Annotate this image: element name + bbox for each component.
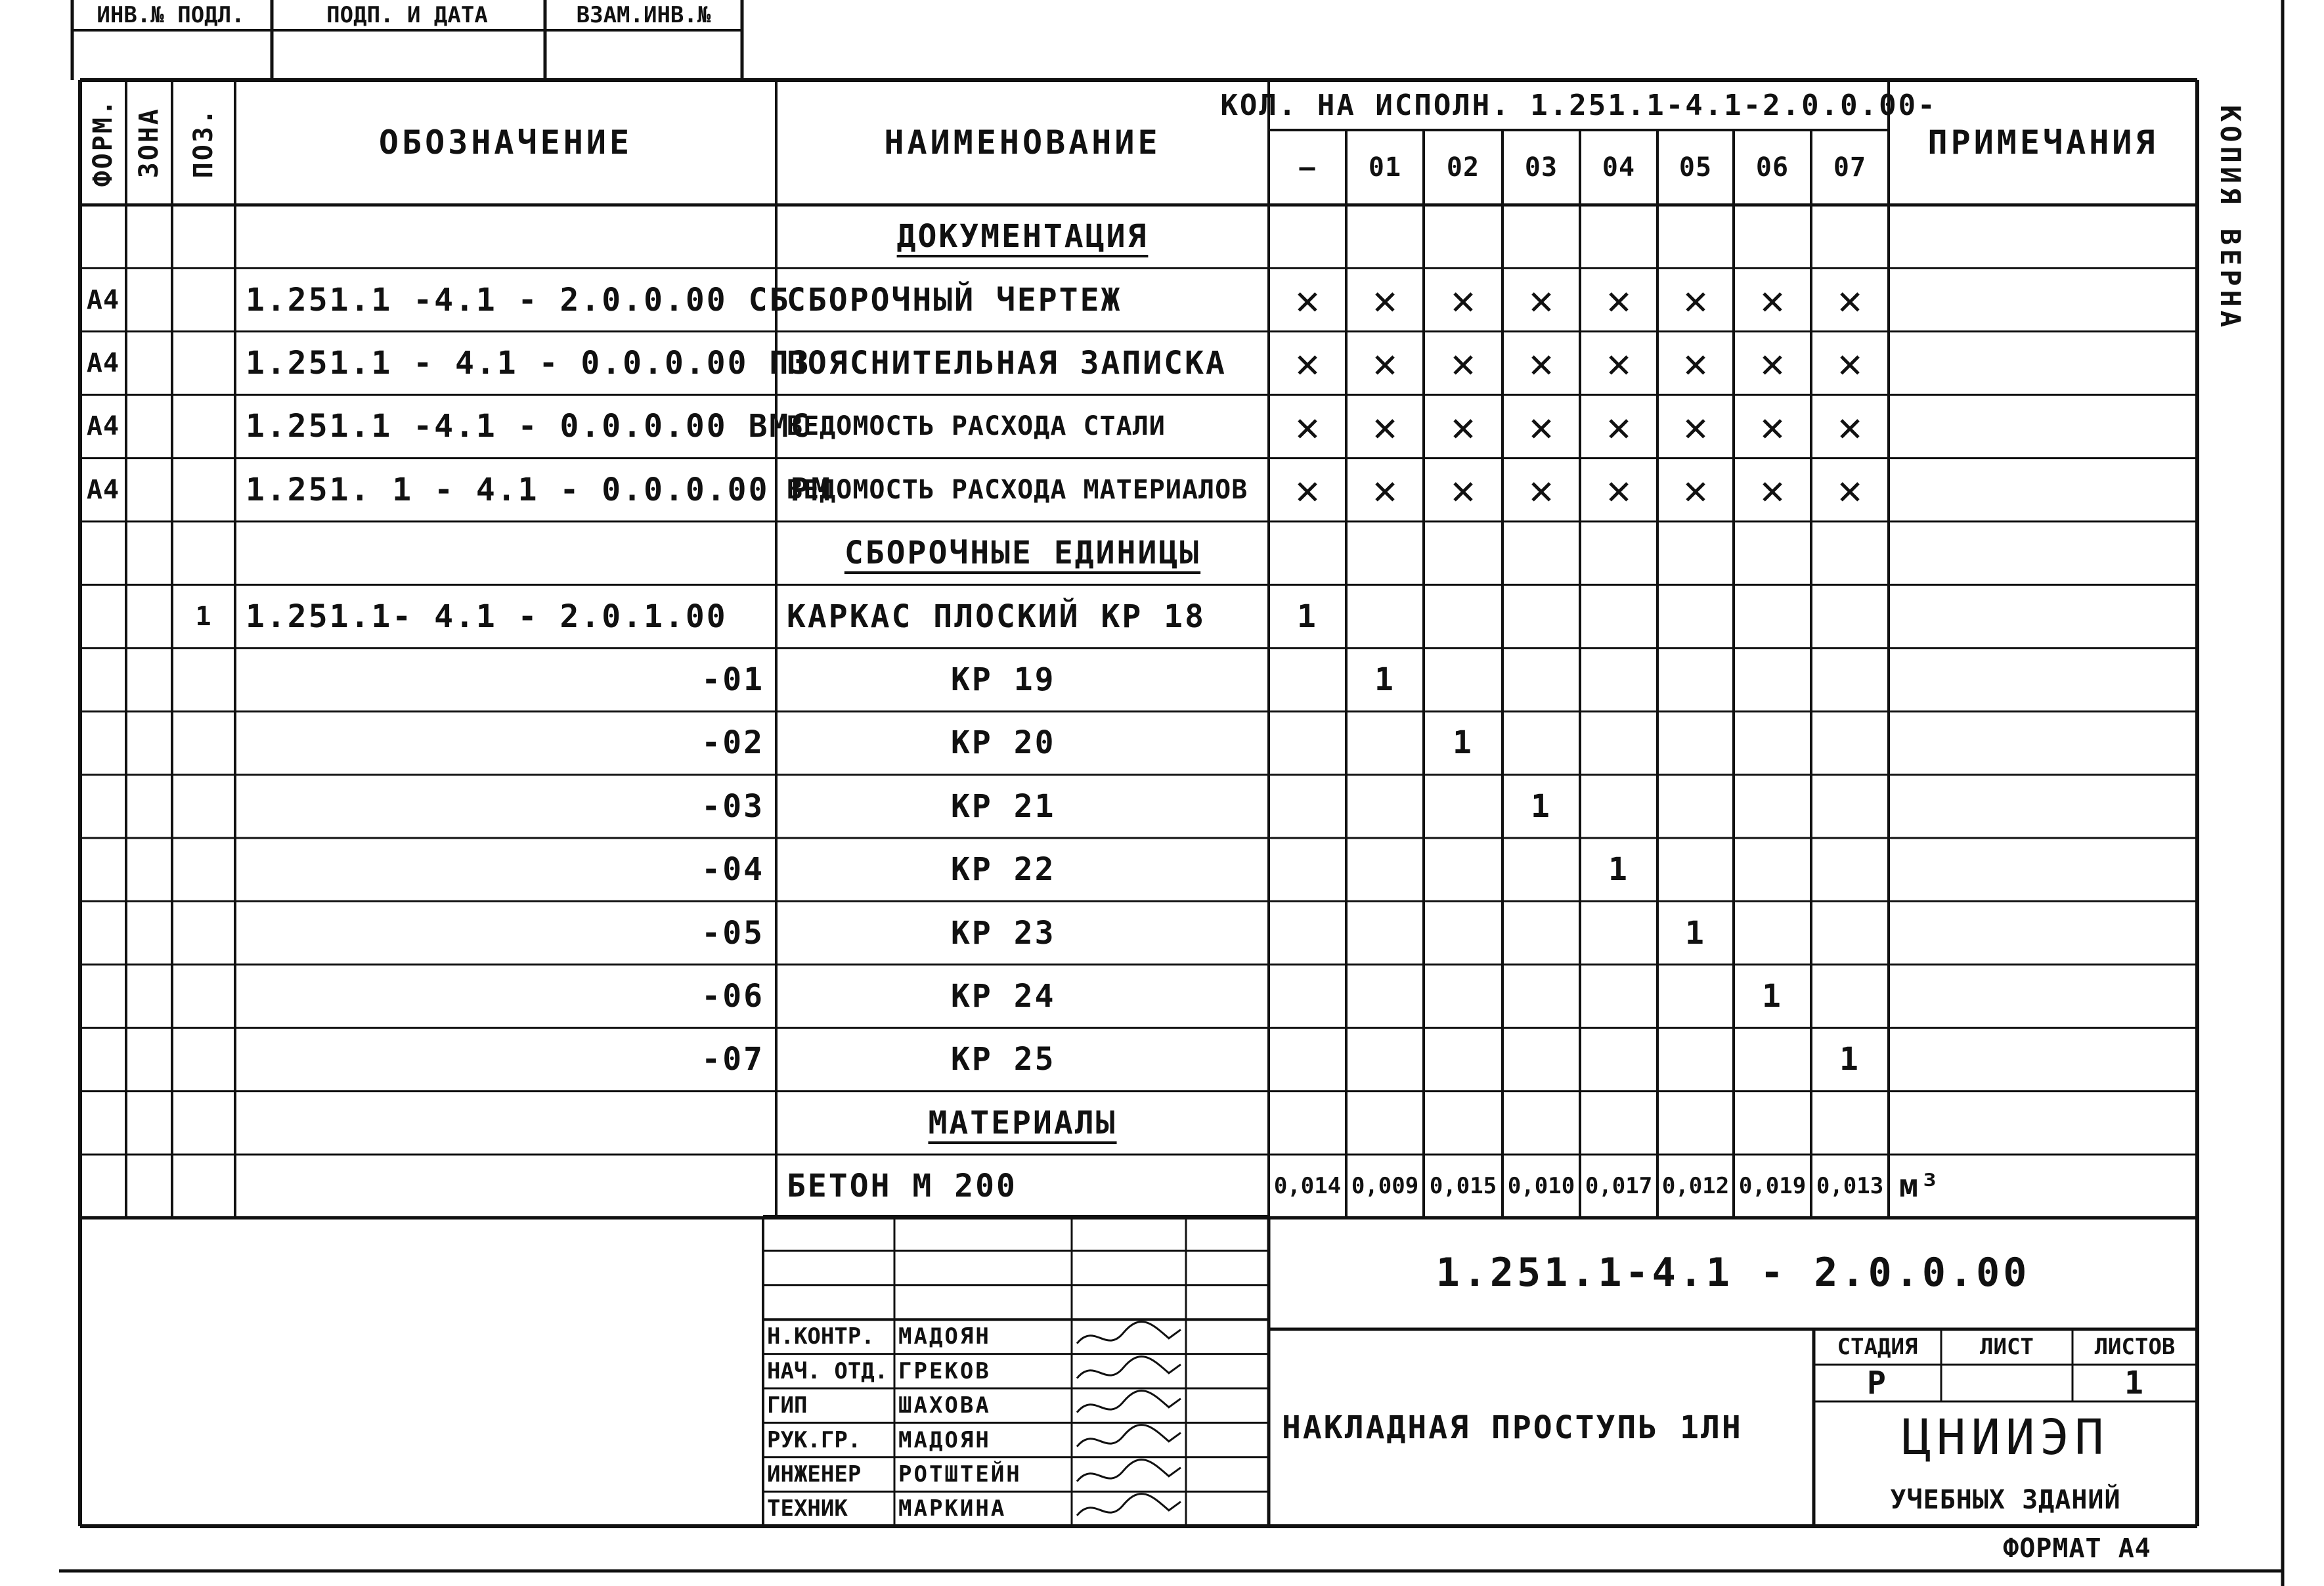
row-qty [1657,1091,1734,1155]
row-qty [1502,1091,1580,1155]
row-name: ВЕДОМОСТЬ РАСХОДА СТАЛИ [787,411,1166,442]
row-name: КР 21 [951,787,1056,825]
row-name: КР 25 [951,1041,1056,1078]
row-qty [1424,205,1502,268]
row-qty [1346,775,1424,838]
row-qty [1811,521,1889,584]
row-pos [172,648,235,711]
row-qty [1424,1091,1502,1155]
row-qty [1269,648,1346,711]
row-qty: 1 [1685,914,1706,952]
row-qty [1657,584,1734,648]
row-form: А4 [86,347,120,378]
row-note [1889,648,2197,711]
qty-col-header: 06 [1755,152,1789,183]
row-qty [1269,775,1346,838]
row-qty: ✕ [1451,466,1476,514]
row-qty [1346,584,1424,648]
row-pos [172,458,235,521]
row-note [1889,584,2197,648]
header-notes: ПРИМЕЧАНИЯ [1927,123,2159,162]
row-qty [1580,1091,1657,1155]
row-qty: ✕ [1606,276,1631,324]
header-designation: ОБОЗНАЧЕНИЕ [378,123,633,162]
row-note [1889,1028,2197,1091]
qty-col-header: 02 [1446,152,1480,183]
row-qty [1424,901,1502,964]
row-qty [1269,1028,1346,1091]
qty-col-header: — [1299,152,1316,183]
row-qty [1734,901,1811,964]
row-pos [172,775,235,838]
row-qty [1269,205,1346,268]
row-note [1889,711,2197,774]
stage-label: СТАДИЯ [1837,1334,1918,1360]
row-qty [1811,711,1889,774]
row-qty [1502,711,1580,774]
row-qty: ✕ [1606,466,1631,514]
row-form: А4 [86,474,120,505]
row-qty: ✕ [1606,402,1631,451]
sheet-label: ЛИСТ [1980,1334,2034,1360]
signature-scribble [1072,1422,1186,1457]
section-heading: ДОКУМЕНТАЦИЯ [896,218,1149,255]
row-qty [1811,901,1889,964]
signer-name: РОТШТЕЙН [898,1461,1022,1487]
row-qty: ✕ [1837,402,1862,451]
row-pos [172,1028,235,1091]
row-note [1889,521,2197,584]
row-qty: ✕ [1837,466,1862,514]
row-qty [1269,521,1346,584]
sheet-value [1941,1365,2072,1401]
row-pos [172,1155,235,1218]
row-name: ВЕДОМОСТЬ РАСХОДА МАТЕРИАЛОВ [787,474,1248,505]
header-qty-group: КОЛ. НА ИСПОЛН. 1.251.1-4.1-2.0.0.00- [1220,88,1937,122]
row-qty [1657,648,1734,711]
row-designation: 1.251.1 - 4.1 - 0.0.0.00 ПЗ [246,344,812,382]
row-designation [235,205,776,268]
row-qty [1346,711,1424,774]
row-qty [1502,901,1580,964]
row-qty: ✕ [1683,339,1708,387]
row-qty [1580,901,1657,964]
sheets-value: 1 [2124,1365,2145,1401]
row-designation: 1.251.1 -4.1 - 0.0.0.00 ВМС [246,408,812,445]
qty-col-header: 05 [1678,152,1713,183]
row-note [1889,332,2197,395]
row-qty [1657,711,1734,774]
row-name: КР 23 [951,914,1056,952]
row-qty [1502,521,1580,584]
row-qty [1346,901,1424,964]
row-pos: 1 [195,601,212,632]
row-form [80,901,126,964]
header-zone: ЗОНА [134,106,164,179]
signature-scribble [1072,1491,1186,1526]
row-note [1889,838,2197,901]
row-qty [1734,521,1811,584]
row-name: КР 24 [951,977,1056,1015]
signer-name: МАДОЯН [898,1426,991,1453]
row-name: ПОЯСНИТЕЛЬНАЯ ЗАПИСКА [787,344,1227,382]
row-qty [1346,838,1424,901]
row-note [1889,268,2197,331]
row-qty [1424,584,1502,648]
row-qty [1424,648,1502,711]
row-qty: 0,014 [1273,1173,1342,1200]
row-qty [1424,965,1502,1028]
row-qty: 1 [1453,724,1474,762]
row-qty [1580,775,1657,838]
row-qty: ✕ [1760,466,1785,514]
signer-role: РУК.ГР. [767,1426,862,1453]
row-qty: ✕ [1372,339,1397,387]
row-qty: ✕ [1837,339,1862,387]
row-qty: ✕ [1451,276,1476,324]
row-qty: 0,012 [1661,1173,1730,1200]
row-qty: ✕ [1295,339,1320,387]
row-designation: 1.251.1 -4.1 - 2.0.0.00 СБ [246,281,791,319]
row-qty: ✕ [1760,402,1785,451]
row-pos [172,901,235,964]
row-pos [172,521,235,584]
row-qty: ✕ [1529,276,1554,324]
stamp-replace-inv: ВЗАМ.ИНВ.№ [576,2,711,28]
qty-col-header: 01 [1368,152,1402,183]
row-name: БЕТОН М 200 [787,1168,1017,1205]
row-qty: ✕ [1837,276,1862,324]
header-pos: ПОЗ. [188,106,219,179]
row-qty [1269,711,1346,774]
row-form [80,775,126,838]
row-qty: 1 [1608,851,1629,889]
row-note: м³ [1899,1168,1941,1205]
qty-col-header: 04 [1602,152,1636,183]
format-label: ФОРМАТ А4 [2003,1533,2151,1564]
row-qty: ✕ [1529,402,1554,451]
section-heading: МАТЕРИАЛЫ [928,1104,1117,1141]
signer-name: МАДОЯН [898,1323,991,1350]
row-qty [1346,1091,1424,1155]
signature-scribble [1072,1319,1186,1354]
row-qty [1346,205,1424,268]
signer-role: ИНЖЕНЕР [767,1461,862,1487]
row-qty [1657,838,1734,901]
row-pos [172,205,235,268]
row-qty [1269,838,1346,901]
row-designation: 1.251. 1 - 4.1 - 0.0.0.00 РМ [246,471,833,508]
row-qty [1580,711,1657,774]
row-qty [1811,205,1889,268]
signature-scribble [1072,1388,1186,1422]
row-qty: ✕ [1372,276,1397,324]
stamp-inv-no: ИНВ.№ ПОДЛ. [97,2,245,28]
row-note [1889,901,2197,964]
row-qty: ✕ [1295,276,1320,324]
row-qty: 1 [1839,1041,1860,1078]
row-qty: ✕ [1760,339,1785,387]
row-form [80,584,126,648]
row-qty [1424,1028,1502,1091]
row-qty: ✕ [1683,402,1708,451]
section-heading: СБОРОЧНЫЕ ЕДИНИЦЫ [844,535,1201,572]
row-form [80,711,126,774]
row-note [1889,205,2197,268]
row-qty [1657,775,1734,838]
sheets-label: ЛИСТОВ [2094,1334,2176,1360]
row-designation: 1.251.1- 4.1 - 2.0.1.00 [246,598,728,635]
org-subtitle: УЧЕБНЫХ ЗДАНИЙ [1890,1485,2121,1515]
row-designation: -01 [701,661,764,698]
qty-col-header: 07 [1833,152,1867,183]
row-qty: 0,017 [1585,1173,1653,1200]
row-qty [1580,648,1657,711]
row-form [80,965,126,1028]
row-qty: 0,009 [1351,1173,1419,1200]
row-qty [1502,838,1580,901]
row-designation: -04 [701,851,764,889]
row-qty [1502,205,1580,268]
stamp-sign-date: ПОДП. И ДАТА [326,2,488,28]
row-qty [1580,521,1657,584]
row-form [80,1155,126,1218]
doc-title: НАКЛАДНАЯ ПРОСТУПЬ 1ЛН [1282,1409,1743,1446]
row-qty [1502,1028,1580,1091]
row-qty: 1 [1531,787,1552,825]
row-form [80,205,126,268]
signer-name: МАРКИНА [898,1495,1007,1522]
row-qty [1346,1028,1424,1091]
row-qty [1657,965,1734,1028]
row-qty [1657,1028,1734,1091]
row-pos [172,395,235,458]
row-qty [1811,648,1889,711]
row-pos [172,838,235,901]
row-name: КР 19 [951,661,1056,698]
row-qty [1734,584,1811,648]
row-qty [1346,965,1424,1028]
row-qty [1580,1028,1657,1091]
row-qty [1811,1091,1889,1155]
row-qty [1811,838,1889,901]
signature-scribble [1072,1354,1186,1388]
signer-role: НАЧ. ОТД. [767,1357,888,1384]
row-qty [1424,521,1502,584]
row-note [1889,1091,2197,1155]
row-form [80,648,126,711]
row-qty: 0,010 [1507,1173,1575,1200]
header-name: НАИМЕНОВАНИЕ [884,123,1161,162]
row-qty: 1 [1762,977,1783,1015]
row-qty [1580,584,1657,648]
row-qty [1502,965,1580,1028]
row-note [1889,775,2197,838]
signer-role: ТЕХНИК [767,1495,848,1522]
signature-scribble [1072,1457,1186,1491]
row-form [80,1091,126,1155]
header-form: ФОРМ. [88,98,118,187]
row-name: КАРКАС ПЛОСКИЙ КР 18 [787,598,1206,635]
row-note [1889,395,2197,458]
row-qty: 0,019 [1738,1173,1807,1200]
row-qty: 0,015 [1429,1173,1497,1200]
signer-name: ШАХОВА [898,1392,991,1419]
row-qty [1424,775,1502,838]
row-pos [172,1091,235,1155]
row-designation: -06 [701,977,764,1015]
row-qty [1580,205,1657,268]
stage-value: Р [1867,1365,1888,1401]
row-designation [235,521,776,584]
row-qty [1502,584,1580,648]
row-qty: ✕ [1295,402,1320,451]
row-qty: ✕ [1606,339,1631,387]
row-qty: ✕ [1295,466,1320,514]
row-qty [1580,965,1657,1028]
row-qty [1811,775,1889,838]
row-qty [1657,205,1734,268]
signer-name: ГРЕКОВ [898,1357,991,1384]
row-qty [1734,648,1811,711]
row-qty: 1 [1297,598,1318,635]
row-designation [235,1091,776,1155]
row-qty [1269,965,1346,1028]
row-designation: -07 [701,1041,764,1078]
row-qty [1269,901,1346,964]
row-qty [1657,521,1734,584]
row-qty: ✕ [1529,339,1554,387]
row-qty [1734,711,1811,774]
row-qty [1734,1091,1811,1155]
row-form [80,838,126,901]
row-form [80,521,126,584]
row-qty [1269,1091,1346,1155]
row-note [1889,458,2197,521]
row-form: А4 [86,411,120,442]
row-qty: ✕ [1683,466,1708,514]
row-qty: ✕ [1372,466,1397,514]
row-qty [1424,838,1502,901]
row-form [80,1028,126,1091]
row-name: КР 20 [951,724,1056,762]
row-pos [172,332,235,395]
row-qty [1734,1028,1811,1091]
row-designation: -03 [701,787,764,825]
row-qty [1811,584,1889,648]
row-qty: 0,013 [1816,1173,1884,1200]
side-label-copy-verified: КОПИЯ ВЕРНА [2214,105,2247,332]
row-form: А4 [86,284,120,315]
row-name: КР 22 [951,851,1056,889]
row-qty [1502,648,1580,711]
row-pos [172,965,235,1028]
row-qty: ✕ [1683,276,1708,324]
row-qty [1811,965,1889,1028]
doc-number: 1.251.1-4.1 - 2.0.0.00 [1436,1250,2030,1296]
row-qty: ✕ [1451,339,1476,387]
row-designation: -02 [701,724,764,762]
row-qty [1734,838,1811,901]
signer-role: Н.КОНТР. [767,1323,875,1350]
row-qty: ✕ [1451,402,1476,451]
row-qty [1734,205,1811,268]
row-qty: ✕ [1760,276,1785,324]
row-pos [172,268,235,331]
row-qty [1346,521,1424,584]
row-designation [235,1155,776,1218]
row-qty [1734,775,1811,838]
qty-col-header: 03 [1524,152,1558,183]
row-qty: ✕ [1529,466,1554,514]
row-designation: -05 [701,914,764,952]
row-pos [172,711,235,774]
row-qty: ✕ [1372,402,1397,451]
row-note [1889,965,2197,1028]
org-name: ЦНИИЭП [1902,1409,2109,1466]
signer-role: ГИП [767,1392,808,1419]
row-name: СБОРОЧНЫЙ ЧЕРТЕЖ [787,281,1122,319]
row-qty: 1 [1374,661,1395,698]
